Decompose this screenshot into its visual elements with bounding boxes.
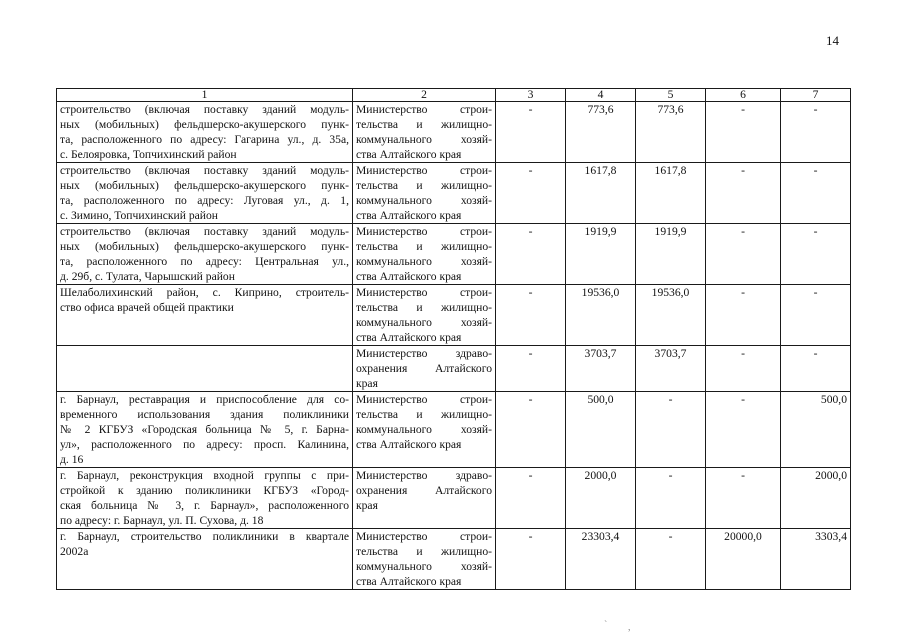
amount-cell-6: - — [706, 468, 781, 529]
amount-cell-4: 1617,8 — [566, 163, 636, 224]
object-description-line: ных (мобильных) фельдшерско-акушерского пунк- — [60, 118, 349, 131]
amount-cell-4: 1919,9 — [566, 224, 636, 285]
amount-cell-7: 500,0 — [781, 392, 851, 468]
object-description-cell — [57, 529, 353, 590]
object-description-line: стройкой к зданию поликлиники КГБУЗ «Город- — [60, 484, 349, 497]
amount-cell-6: - — [706, 346, 781, 392]
amount-cell-6: - — [706, 224, 781, 285]
scan-speck: ` — [604, 620, 608, 631]
object-description-line: д. 16 — [60, 453, 84, 466]
customer-line: тельства и жилищно- — [356, 240, 492, 253]
amount-cell-3: - — [496, 102, 566, 163]
customer-line: коммунального хозяй- — [356, 255, 492, 268]
program-objects-table — [56, 88, 851, 590]
customer-line: коммунального хозяй- — [356, 133, 492, 146]
customer-cell — [353, 224, 496, 285]
amount-cell-7: 3303,4 — [781, 529, 851, 590]
amount-cell-4: 2000,0 — [566, 468, 636, 529]
amount-cell-7: - — [781, 163, 851, 224]
customer-cell — [353, 392, 496, 468]
customer-line: Министерство строи- — [356, 225, 492, 238]
customer-line: ства Алтайского края — [356, 209, 462, 222]
customer-line: ства Алтайского края — [356, 575, 462, 588]
object-description-cell — [57, 163, 353, 224]
header-cell-6: 6 — [706, 89, 781, 102]
table-row — [57, 468, 851, 529]
amount-cell-5: 1919,9 — [636, 224, 706, 285]
customer-cell — [353, 468, 496, 529]
amount-cell-4: 19536,0 — [566, 285, 636, 346]
amount-cell-6: 20000,0 — [706, 529, 781, 590]
customer-line: Министерство строи- — [356, 103, 492, 116]
amount-cell-4: 773,6 — [566, 102, 636, 163]
table-row — [57, 224, 851, 285]
customer-line: тельства и жилищно- — [356, 301, 492, 314]
amount-cell-7: - — [781, 102, 851, 163]
object-description-cell — [57, 285, 353, 346]
header-cell-1: 1 — [57, 89, 353, 102]
table-row — [57, 346, 851, 392]
customer-line: охранения Алтайского — [356, 484, 492, 497]
amount-cell-6: - — [706, 285, 781, 346]
customer-line: Министерство здраво- — [356, 469, 492, 482]
customer-line: Министерство строи- — [356, 164, 492, 177]
object-description-line: ство офиса врачей общей практики — [60, 301, 234, 314]
amount-cell-3: - — [496, 285, 566, 346]
customer-line: коммунального хозяй- — [356, 194, 492, 207]
amount-cell-7: - — [781, 224, 851, 285]
amount-cell-4: 3703,7 — [566, 346, 636, 392]
object-description-cell — [57, 468, 353, 529]
amount-cell-5: 1617,8 — [636, 163, 706, 224]
object-description-line: ных (мобильных) фельдшерско-акушерского пунк- — [60, 240, 349, 253]
scan-speck: , — [628, 622, 631, 633]
customer-line: Министерство здраво- — [356, 347, 492, 360]
object-description-line: д. 29б, с. Тулата, Чарышский район — [60, 270, 235, 283]
object-description-cell — [57, 224, 353, 285]
page-number: 14 — [826, 33, 839, 48]
object-description-line: с. Белояровка, Топчихинский район — [60, 148, 237, 161]
object-description-line: № 2 КГБУЗ «Городская больница № 5, г. Барна- — [60, 423, 349, 436]
customer-line: охранения Алтайского — [356, 362, 492, 375]
customer-line: края — [356, 377, 378, 390]
object-description-cell — [57, 346, 353, 392]
customer-line: Министерство строи- — [356, 530, 492, 543]
table-row — [57, 102, 851, 163]
object-description-line: по адресу: г. Барнаул, ул. П. Сухова, д. 18 — [60, 514, 264, 527]
amount-cell-4: 23303,4 — [566, 529, 636, 590]
object-description-line: та, расположенного по адресу: Гагарина ул., д. 35а, — [60, 133, 349, 146]
amount-cell-5: - — [636, 529, 706, 590]
object-description-line: строительство (включая поставку зданий модуль- — [60, 103, 349, 116]
table-row — [57, 163, 851, 224]
table-body — [57, 89, 851, 590]
header-cell-4: 4 — [566, 89, 636, 102]
header-cell-7: 7 — [781, 89, 851, 102]
object-description-line: с. Зимино, Топчихинский район — [60, 209, 218, 222]
object-description-line: ных (мобильных) фельдшерско-акушерского пунк- — [60, 179, 349, 192]
customer-cell — [353, 163, 496, 224]
table-row — [57, 285, 851, 346]
amount-cell-3: - — [496, 392, 566, 468]
amount-cell-5: 773,6 — [636, 102, 706, 163]
amount-cell-5: 19536,0 — [636, 285, 706, 346]
customer-cell — [353, 102, 496, 163]
customer-line: края — [356, 499, 378, 512]
object-description-line: г. Барнаул, реконструкция входной группы с при- — [60, 469, 349, 482]
customer-cell — [353, 346, 496, 392]
amount-cell-7: - — [781, 285, 851, 346]
object-description-line: та, расположенного по адресу: Луговая ул., д. 1, — [60, 194, 349, 207]
amount-cell-3: - — [496, 529, 566, 590]
amount-cell-6: - — [706, 163, 781, 224]
table-row — [57, 392, 851, 468]
customer-line: ства Алтайского края — [356, 148, 462, 161]
object-description-line: г. Барнаул, строительство поликлиники в квартале — [60, 530, 349, 543]
object-description-cell — [57, 392, 353, 468]
amount-cell-3: - — [496, 163, 566, 224]
object-description-line: 2002а — [60, 545, 89, 558]
amount-cell-7: 2000,0 — [781, 468, 851, 529]
amount-cell-6: - — [706, 392, 781, 468]
customer-line: тельства и жилищно- — [356, 118, 492, 131]
object-description-line: ул», расположенного по адресу: просп. Калинина, — [60, 438, 349, 451]
object-description-line: Шелаболихинский район, с. Киприно, строитель- — [60, 286, 349, 299]
customer-line: тельства и жилищно- — [356, 179, 492, 192]
amount-cell-3: - — [496, 224, 566, 285]
object-description-line: г. Барнаул, реставрация и приспособление для со- — [60, 393, 349, 406]
customer-line: ства Алтайского края — [356, 331, 462, 344]
amount-cell-3: - — [496, 468, 566, 529]
customer-line: тельства и жилищно- — [356, 408, 492, 421]
amount-cell-5: - — [636, 468, 706, 529]
customer-line: коммунального хозяй- — [356, 423, 492, 436]
object-description-cell — [57, 102, 353, 163]
amount-cell-6: - — [706, 102, 781, 163]
amount-cell-4: 500,0 — [566, 392, 636, 468]
customer-line: Министерство строи- — [356, 393, 492, 406]
amount-cell-7: - — [781, 346, 851, 392]
header-cell-5: 5 — [636, 89, 706, 102]
header-cell-3: 3 — [496, 89, 566, 102]
customer-cell — [353, 285, 496, 346]
amount-cell-5: - — [636, 392, 706, 468]
customer-line: ства Алтайского края — [356, 270, 462, 283]
table-row — [57, 529, 851, 590]
customer-line: тельства и жилищно- — [356, 545, 492, 558]
object-description-line: временного использования здания поликлиники — [60, 408, 349, 421]
customer-line: коммунального хозяй- — [356, 560, 492, 573]
object-description-line: строительство (включая поставку зданий модуль- — [60, 225, 349, 238]
amount-cell-3: - — [496, 346, 566, 392]
customer-line: Министерство строи- — [356, 286, 492, 299]
customer-cell — [353, 529, 496, 590]
table-header-row — [57, 89, 851, 102]
customer-line: ства Алтайского края — [356, 438, 462, 451]
object-description-line: строительство (включая поставку зданий модуль- — [60, 164, 349, 177]
object-description-line: та, расположенного по адресу: Центральная ул., — [60, 255, 349, 268]
object-description-line: ская больница № 3, г. Барнаул», расположенного — [60, 499, 349, 512]
customer-line: коммунального хозяй- — [356, 316, 492, 329]
amount-cell-5: 3703,7 — [636, 346, 706, 392]
header-cell-2: 2 — [353, 89, 496, 102]
